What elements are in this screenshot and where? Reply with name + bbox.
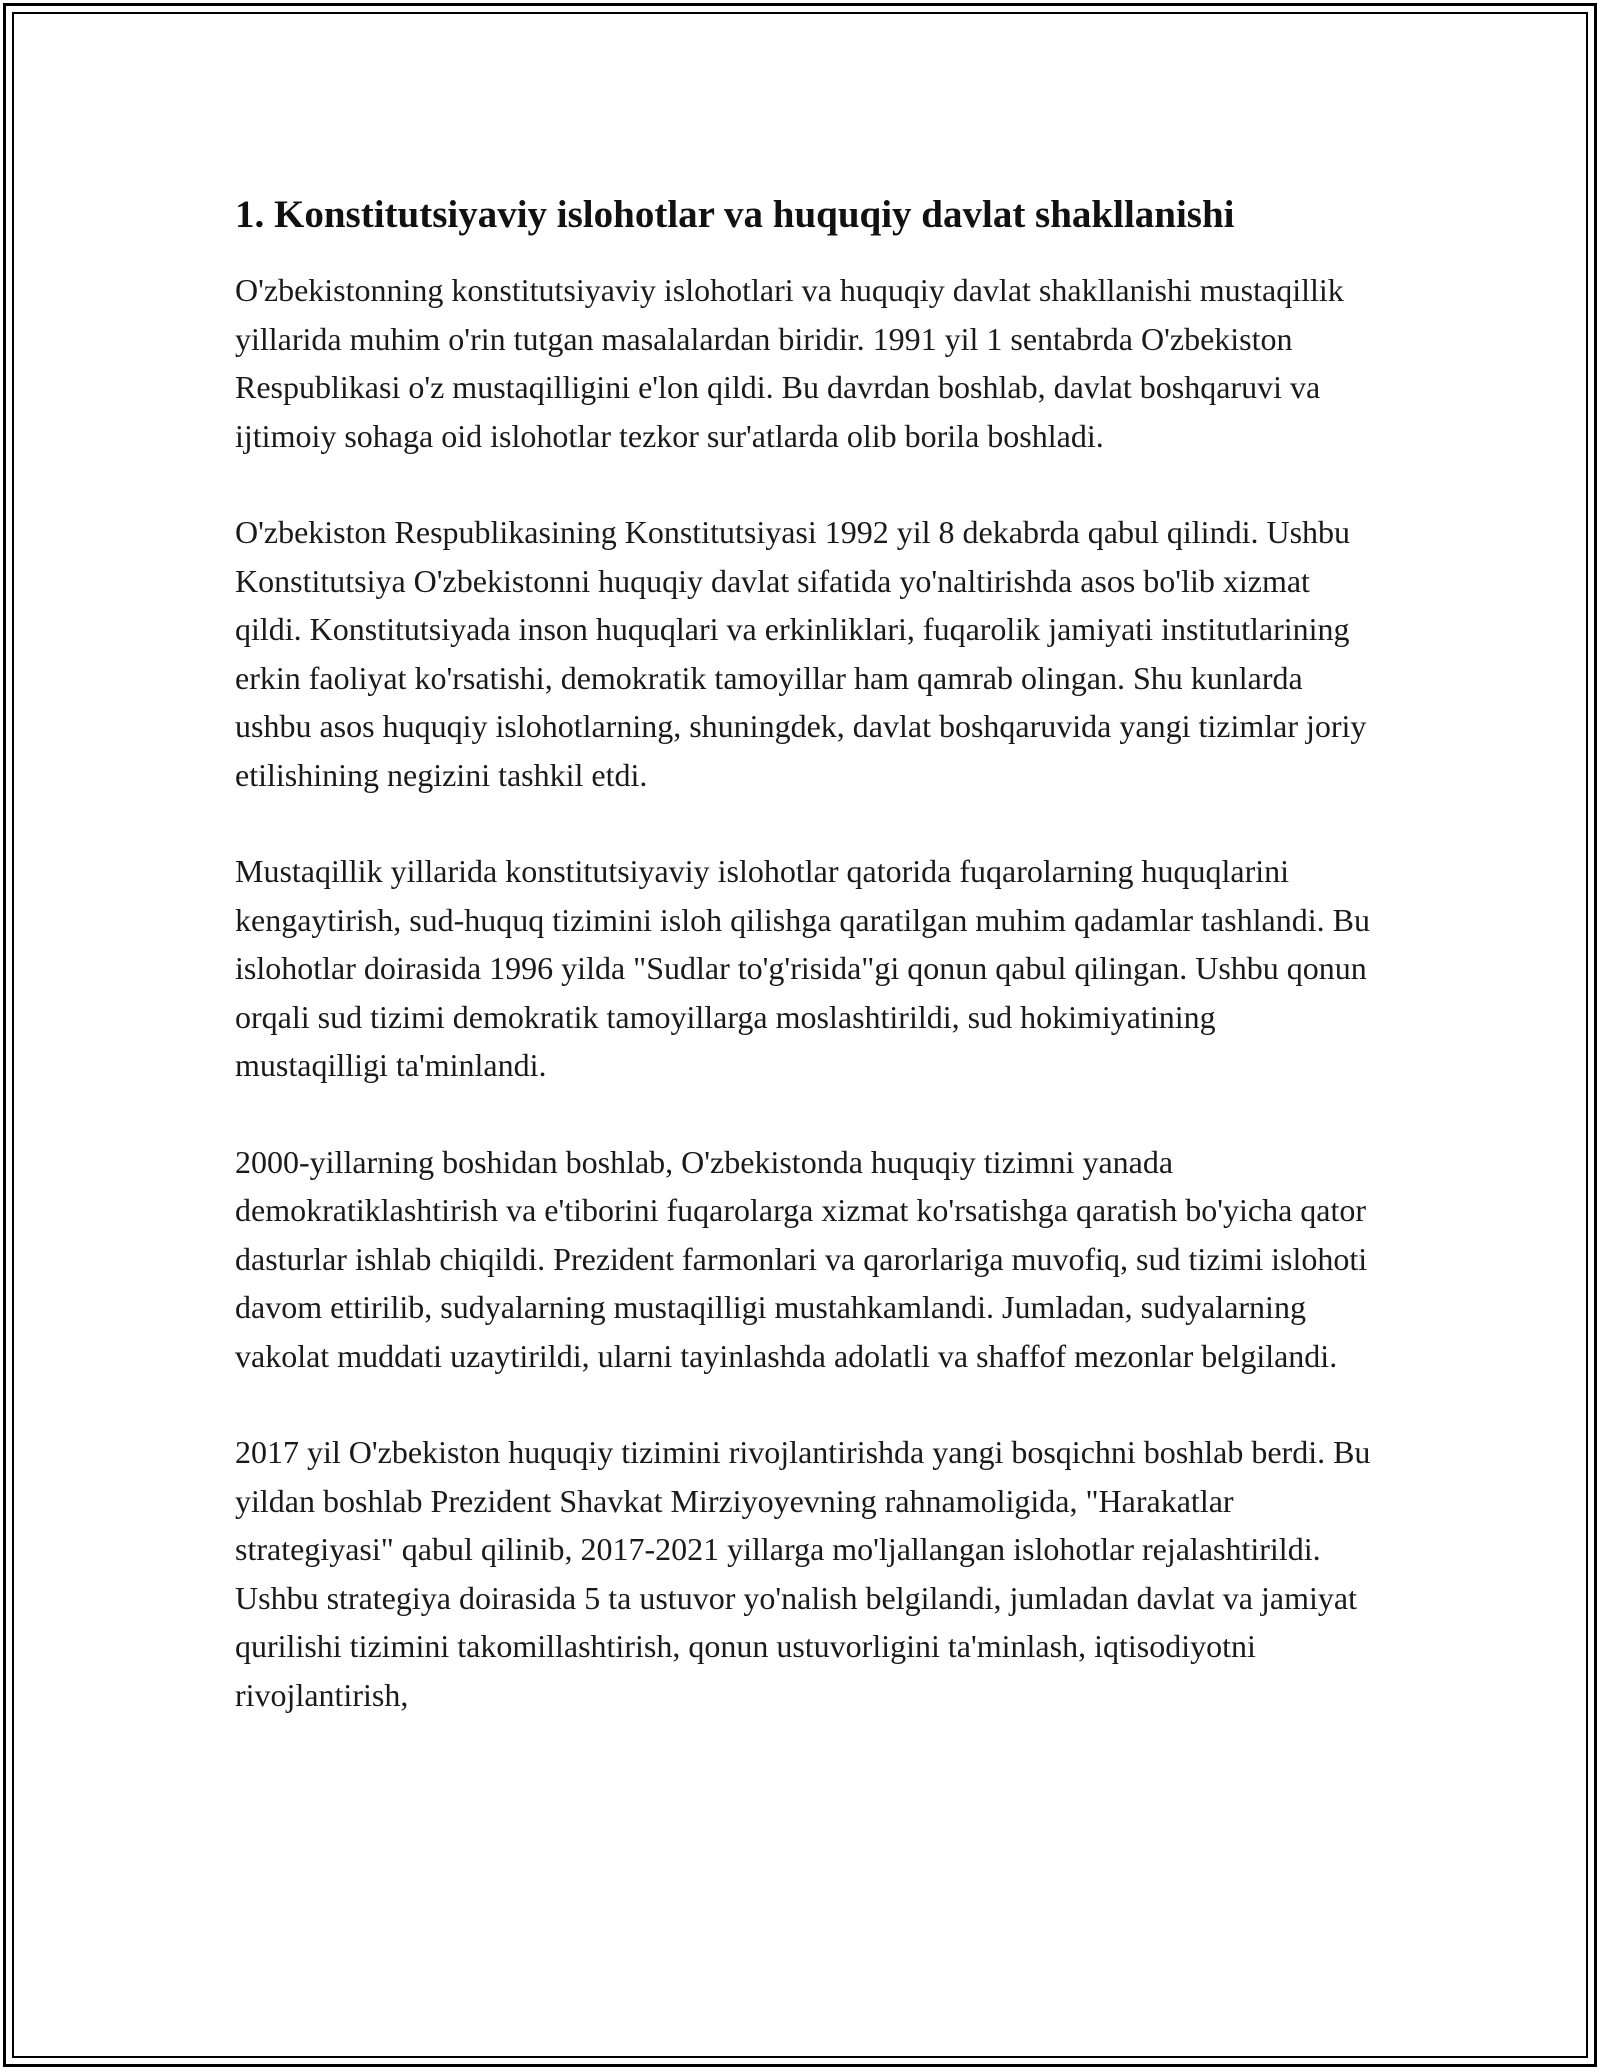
paragraph-5: 2017 yil O'zbekiston huquqiy tizimini rivojlantirishda yangi bosqichni boshlab berdi. Bu yildan boshlab Prezident Shavkat Mirziyoyevning rahnamoligida, "Harakatlar strategiyasi" qabul qilinib, 2017-2021 yillarga mo'ljallangan islohotlar rejalashtirildi. Ushbu strategiya doirasida 5 ta ustuvor yo'nalish belgilandi, jumladan davlat va jamiyat qurilishi tizimini takomillashtirish, qonun ustuvorligini ta'minlash, iqtisodiyotni rivojlantirish, bbox=[235, 1434, 1371, 1713]
paragraph-3: Mustaqillik yillarida konstitutsiyaviy islohotlar qatorida fuqarolarning huquqlarini kengaytirish, sud-huquq tizimini isloh qilishga qaratilgan muhim qadamlar tashlandi. Bu islohotlar doirasida 1996 yilda "Sudlar to'g'risida"gi qonun qabul qilingan. Ushbu qonun orqali sud tizimi demokratik tamoyillarga moslashtirildi, sud hokimiyatining mustaqilligi ta'minlandi. bbox=[235, 853, 1370, 1083]
paragraph-4: 2000-yillarning boshidan boshlab, O'zbekistonda huquqiy tizimni yanada demokratiklashtirish va e'tiborini fuqarolarga xizmat ko'rsatishga qaratish bo'yicha qator dasturlar ishlab chiqildi. Prezident farmonlari va qarorlariga muvofiq, sud tizimi islohoti davom ettirilib, sudyalarning mustaqilligi mustahkamlandi. Jumladan, sudyalarning vakolat muddati uzaytirildi, ularni tayinlashda adolatli va shaffof mezonlar belgilandi. bbox=[235, 1143, 1368, 1374]
document-body bbox=[235, 190, 1375, 1767]
paragraph-1: O'zbekistonning konstitutsiyaviy islohotlari va huquqiy davlat shakllanishi mustaqillik yillarida muhim o'rin tutgan masalalardan biridir. 1991 yil 1 sentabrda O'zbekiston Respublikasi o'z mustaqilligini e'lon qildi. Bu davrdan boshlab, davlat boshqaruvi va ijtimoiy sohaga oid islohotlar tezkor sur'atlarda olib borila boshladi. bbox=[235, 272, 1344, 454]
section-heading: 1. Konstitutsiyaviy islohotlar va huquqiy davlat shakllanishi bbox=[235, 193, 1235, 236]
paragraph-2: O'zbekiston Respublikasining Konstitutsiyasi 1992 yil 8 dekabrda qabul qilindi. Ushbu Konstitutsiya O'zbekistonni huquqiy davlat sifatida yo'naltirishda asos bo'lib xizmat qildi. Konstitutsiyada inson huquqlari va erkinliklari, fuqarolik jamiyati institutlarining erkin faoliyat ko'rsatishi, demokratik tamoyillar ham qamrab olingan. Shu kunlarda ushbu asos huquqiy islohotlarning, shuningdek, davlat boshqaruvida yangi tizimlar joriy etilishining negizini tashkil etdi. bbox=[235, 514, 1367, 793]
